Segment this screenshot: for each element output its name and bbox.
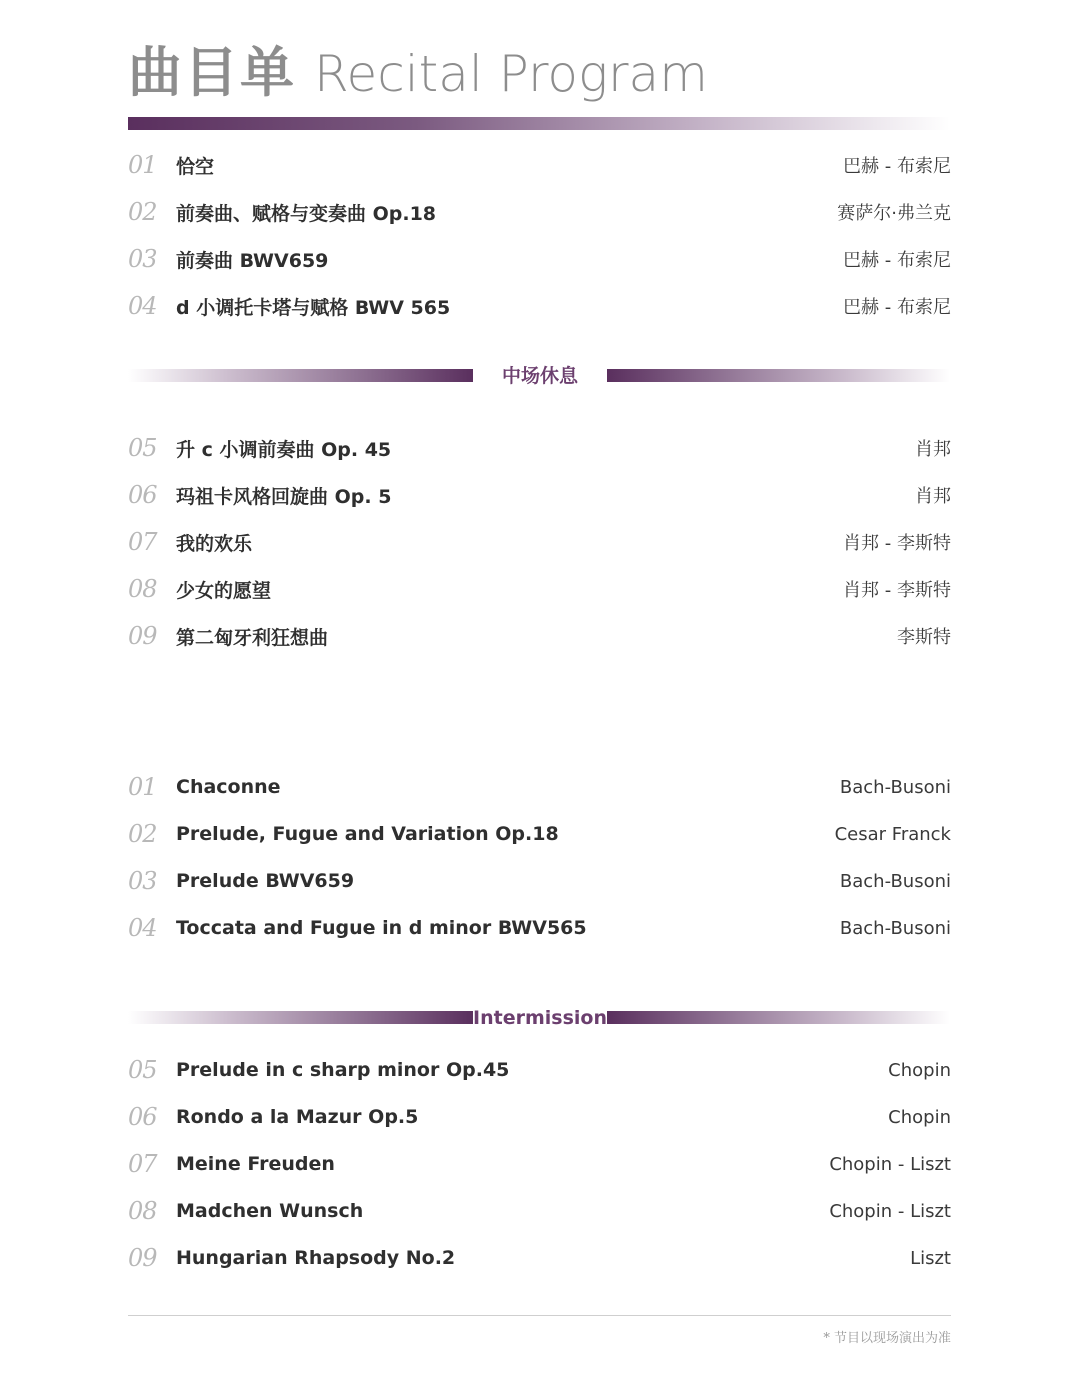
intermission-label: Intermission: [473, 1007, 607, 1029]
piece-title: Chaconne: [176, 776, 281, 798]
piece-title: d 小调托卡塔与赋格 BWV 565: [176, 296, 451, 319]
title-english: Recital Program: [314, 45, 708, 103]
composer-name: 巴赫 - 布索尼: [843, 156, 951, 177]
piece-title: Prelude in c sharp minor Op.45: [176, 1059, 510, 1081]
item-number: 06: [128, 1103, 157, 1131]
piece-title: Madchen Wunsch: [176, 1200, 364, 1222]
program-item: [128, 861, 951, 901]
item-number: 09: [128, 622, 157, 650]
composer-name: Bach-Busoni: [839, 917, 951, 939]
piece-title: Rondo a la Mazur Op.5: [176, 1106, 419, 1128]
composer-name: 肖邦: [915, 439, 951, 460]
piece-title: 前奏曲 BWV659: [176, 249, 329, 272]
program-item: [128, 767, 951, 807]
program-item: [128, 239, 951, 279]
program-item: [128, 428, 951, 468]
intermission-divider: [128, 1003, 950, 1033]
intermission-divider: [128, 361, 950, 391]
composer-name: 肖邦 - 李斯特: [843, 580, 951, 601]
program-item: [128, 1191, 951, 1231]
piece-title: 玛祖卡风格回旋曲 Op. 5: [176, 485, 392, 508]
program-item: [128, 1144, 951, 1184]
program-item: [128, 1050, 951, 1090]
composer-name: Chopin: [888, 1106, 951, 1128]
composer-name: 巴赫 - 布索尼: [843, 297, 951, 318]
item-number: 08: [128, 1197, 157, 1225]
composer-name: 巴赫 - 布索尼: [843, 250, 951, 271]
item-number: 07: [128, 528, 157, 556]
footer-divider: [128, 1315, 951, 1316]
piece-title: 升 c 小调前奏曲 Op. 45: [176, 438, 392, 461]
page-title: [128, 30, 708, 104]
item-number: 02: [128, 820, 157, 848]
piece-title: 少女的愿望: [176, 579, 272, 602]
program-item: [128, 475, 951, 515]
program-item: [128, 192, 951, 232]
item-number: 01: [128, 151, 157, 179]
piece-title: Prelude BWV659: [176, 870, 355, 892]
composer-name: 肖邦: [915, 486, 951, 507]
program-item: [128, 1097, 951, 1137]
title-chinese: 曲目单: [128, 40, 296, 104]
piece-title: Prelude, Fugue and Variation Op.18: [176, 823, 559, 845]
composer-name: Cesar Franck: [834, 823, 951, 845]
item-number: 01: [128, 773, 157, 801]
program-item: [128, 616, 951, 656]
composer-name: Bach-Busoni: [839, 870, 951, 892]
divider-bar-right: [607, 369, 950, 382]
program-item: [128, 908, 951, 948]
composer-name: 肖邦 - 李斯特: [843, 533, 951, 554]
footnote: * 节目以现场演出为准: [823, 1331, 951, 1346]
composer-name: 李斯特: [897, 627, 951, 648]
piece-title: Hungarian Rhapsody No.2: [176, 1247, 456, 1269]
composer-name: Chopin - Liszt: [829, 1200, 951, 1222]
item-number: 05: [128, 1056, 157, 1084]
divider-bar-right: [607, 1011, 950, 1024]
item-number: 04: [128, 292, 157, 320]
piece-title: Toccata and Fugue in d minor BWV565: [176, 917, 587, 939]
composer-name: Liszt: [910, 1247, 951, 1269]
piece-title: 前奏曲、赋格与变奏曲 Op.18: [176, 202, 437, 225]
composer-name: Chopin: [888, 1059, 951, 1081]
program-item: [128, 569, 951, 609]
item-number: 06: [128, 481, 157, 509]
composer-name: Bach-Busoni: [839, 776, 951, 798]
piece-title: 恰空: [176, 155, 215, 178]
piece-title: Meine Freuden: [176, 1153, 335, 1175]
program-item: [128, 522, 951, 562]
program-item: [128, 1238, 951, 1278]
item-number: 08: [128, 575, 157, 603]
intermission-label: 中场休息: [501, 365, 578, 387]
divider-bar-left: [128, 1011, 473, 1024]
item-number: 05: [128, 434, 157, 462]
item-number: 03: [128, 867, 157, 895]
item-number: 04: [128, 914, 157, 942]
divider-bar-left: [128, 369, 473, 382]
item-number: 07: [128, 1150, 157, 1178]
composer-name: 赛萨尔·弗兰克: [837, 203, 951, 224]
item-number: 02: [128, 198, 157, 226]
piece-title: 第二匈牙利狂想曲: [176, 626, 329, 649]
program-item: [128, 814, 951, 854]
composer-name: Chopin - Liszt: [829, 1153, 951, 1175]
piece-title: 我的欢乐: [176, 532, 253, 555]
item-number: 03: [128, 245, 157, 273]
program-item: [128, 145, 951, 185]
title-underline-bar: [128, 117, 950, 130]
program-item: [128, 286, 951, 326]
item-number: 09: [128, 1244, 157, 1272]
